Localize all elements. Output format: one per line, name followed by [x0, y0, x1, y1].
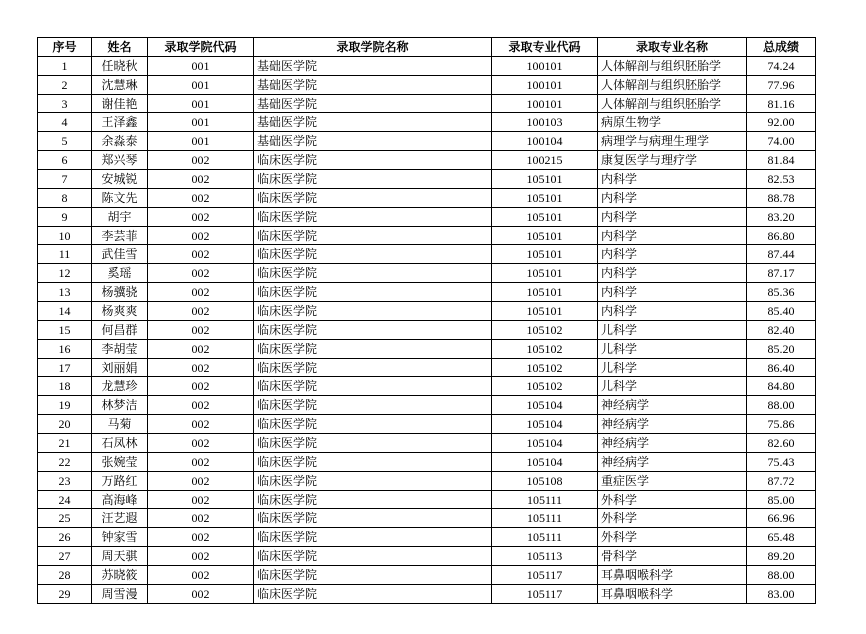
- cell-college-code: 002: [148, 566, 254, 585]
- cell-major-code: 105117: [492, 566, 598, 585]
- table-row: [38, 339, 816, 358]
- table-row: [38, 452, 816, 471]
- cell-college-name: 基础医学院: [254, 113, 492, 132]
- cell-major-code: 105102: [492, 358, 598, 377]
- cell-major-code: 105102: [492, 339, 598, 358]
- cell-seq: 7: [38, 170, 92, 189]
- cell-major-code: 105101: [492, 226, 598, 245]
- cell-total-score: 82.60: [747, 434, 816, 453]
- header-major-name: 录取专业名称: [598, 38, 747, 57]
- table-row: [38, 471, 816, 490]
- cell-total-score: 86.40: [747, 358, 816, 377]
- header-major-code: 录取专业代码: [492, 38, 598, 57]
- cell-major-code: 105104: [492, 434, 598, 453]
- table-row: [38, 528, 816, 547]
- cell-major-name: 人体解剖与组织胚胎学: [598, 75, 747, 94]
- cell-seq: 11: [38, 245, 92, 264]
- cell-college-name: 临床医学院: [254, 434, 492, 453]
- cell-total-score: 74.24: [747, 56, 816, 75]
- cell-major-code: 105101: [492, 245, 598, 264]
- cell-college-name: 基础医学院: [254, 132, 492, 151]
- cell-major-name: 骨科学: [598, 547, 747, 566]
- cell-total-score: 75.43: [747, 452, 816, 471]
- cell-major-name: 神经病学: [598, 434, 747, 453]
- cell-college-code: 002: [148, 528, 254, 547]
- cell-major-name: 重症医学: [598, 471, 747, 490]
- cell-seq: 15: [38, 320, 92, 339]
- cell-major-code: 105104: [492, 452, 598, 471]
- table-body: [38, 56, 816, 603]
- cell-college-code: 002: [148, 452, 254, 471]
- cell-name: 周天骐: [92, 547, 148, 566]
- cell-name: 周雪漫: [92, 584, 148, 603]
- cell-name: 汪艺遐: [92, 509, 148, 528]
- cell-major-code: 105111: [492, 509, 598, 528]
- cell-name: 刘丽娟: [92, 358, 148, 377]
- cell-major-name: 耳鼻咽喉科学: [598, 584, 747, 603]
- cell-college-code: 001: [148, 113, 254, 132]
- cell-name: 安城锐: [92, 170, 148, 189]
- cell-name: 马菊: [92, 415, 148, 434]
- cell-college-name: 临床医学院: [254, 584, 492, 603]
- cell-total-score: 85.20: [747, 339, 816, 358]
- cell-name: 任晓秋: [92, 56, 148, 75]
- cell-name: 奚瑶: [92, 264, 148, 283]
- cell-name: 杨骥骁: [92, 283, 148, 302]
- cell-major-name: 儿科学: [598, 358, 747, 377]
- cell-college-code: 002: [148, 264, 254, 283]
- cell-name: 张婉莹: [92, 452, 148, 471]
- cell-college-name: 临床医学院: [254, 471, 492, 490]
- cell-college-name: 基础医学院: [254, 94, 492, 113]
- cell-major-name: 内科学: [598, 283, 747, 302]
- cell-name: 高海峰: [92, 490, 148, 509]
- cell-major-name: 病原生物学: [598, 113, 747, 132]
- cell-total-score: 84.80: [747, 377, 816, 396]
- cell-name: 武佳雪: [92, 245, 148, 264]
- cell-college-name: 临床医学院: [254, 339, 492, 358]
- cell-seq: 9: [38, 207, 92, 226]
- cell-name: 沈慧琳: [92, 75, 148, 94]
- cell-major-code: 105101: [492, 302, 598, 321]
- cell-college-name: 临床医学院: [254, 320, 492, 339]
- cell-total-score: 92.00: [747, 113, 816, 132]
- table-header: [38, 38, 816, 57]
- cell-college-name: 临床医学院: [254, 490, 492, 509]
- cell-college-code: 002: [148, 170, 254, 189]
- cell-college-code: 001: [148, 75, 254, 94]
- cell-seq: 24: [38, 490, 92, 509]
- cell-major-name: 神经病学: [598, 396, 747, 415]
- table-row: [38, 226, 816, 245]
- cell-major-code: 105111: [492, 490, 598, 509]
- table-row: [38, 151, 816, 170]
- cell-major-name: 病理学与病理生理学: [598, 132, 747, 151]
- cell-major-name: 外科学: [598, 509, 747, 528]
- table-row: [38, 377, 816, 396]
- cell-major-name: 康复医学与理疗学: [598, 151, 747, 170]
- table-row: [38, 75, 816, 94]
- cell-major-code: 105102: [492, 377, 598, 396]
- cell-college-name: 临床医学院: [254, 264, 492, 283]
- table-row: [38, 584, 816, 603]
- header-row: [38, 38, 816, 57]
- cell-major-code: 105104: [492, 415, 598, 434]
- cell-college-name: 临床医学院: [254, 358, 492, 377]
- cell-seq: 14: [38, 302, 92, 321]
- cell-college-name: 临床医学院: [254, 566, 492, 585]
- cell-college-name: 临床医学院: [254, 188, 492, 207]
- cell-seq: 28: [38, 566, 92, 585]
- cell-college-name: 临床医学院: [254, 452, 492, 471]
- admission-results-table: [37, 37, 816, 604]
- cell-major-code: 105117: [492, 584, 598, 603]
- cell-total-score: 87.72: [747, 471, 816, 490]
- cell-total-score: 66.96: [747, 509, 816, 528]
- cell-name: 胡宇: [92, 207, 148, 226]
- cell-seq: 29: [38, 584, 92, 603]
- cell-college-code: 001: [148, 56, 254, 75]
- cell-major-code: 105108: [492, 471, 598, 490]
- cell-seq: 13: [38, 283, 92, 302]
- cell-college-code: 002: [148, 377, 254, 396]
- table-row: [38, 547, 816, 566]
- cell-name: 余淼泰: [92, 132, 148, 151]
- cell-total-score: 65.48: [747, 528, 816, 547]
- cell-name: 谢佳艳: [92, 94, 148, 113]
- cell-seq: 3: [38, 94, 92, 113]
- cell-name: 陈文先: [92, 188, 148, 207]
- table-row: [38, 415, 816, 434]
- cell-major-name: 内科学: [598, 170, 747, 189]
- cell-major-name: 儿科学: [598, 320, 747, 339]
- cell-name: 何昌群: [92, 320, 148, 339]
- cell-total-score: 86.80: [747, 226, 816, 245]
- cell-seq: 5: [38, 132, 92, 151]
- cell-total-score: 83.20: [747, 207, 816, 226]
- cell-total-score: 85.36: [747, 283, 816, 302]
- cell-name: 李胡莹: [92, 339, 148, 358]
- cell-total-score: 74.00: [747, 132, 816, 151]
- cell-college-code: 002: [148, 509, 254, 528]
- cell-total-score: 88.78: [747, 188, 816, 207]
- cell-seq: 19: [38, 396, 92, 415]
- header-name: 姓名: [92, 38, 148, 57]
- cell-total-score: 85.00: [747, 490, 816, 509]
- table-row: [38, 245, 816, 264]
- cell-seq: 8: [38, 188, 92, 207]
- cell-college-code: 002: [148, 358, 254, 377]
- cell-seq: 17: [38, 358, 92, 377]
- cell-major-code: 105101: [492, 264, 598, 283]
- cell-major-code: 105101: [492, 170, 598, 189]
- cell-college-name: 临床医学院: [254, 547, 492, 566]
- cell-seq: 20: [38, 415, 92, 434]
- cell-college-code: 002: [148, 188, 254, 207]
- cell-total-score: 82.53: [747, 170, 816, 189]
- table-row: [38, 320, 816, 339]
- cell-major-name: 耳鼻咽喉科学: [598, 566, 747, 585]
- cell-name: 李芸菲: [92, 226, 148, 245]
- cell-major-name: 内科学: [598, 245, 747, 264]
- cell-college-code: 002: [148, 547, 254, 566]
- cell-seq: 27: [38, 547, 92, 566]
- cell-college-code: 002: [148, 302, 254, 321]
- cell-name: 石凤林: [92, 434, 148, 453]
- table-row: [38, 170, 816, 189]
- header-college-name: 录取学院名称: [254, 38, 492, 57]
- cell-total-score: 85.40: [747, 302, 816, 321]
- cell-total-score: 89.20: [747, 547, 816, 566]
- cell-major-code: 100101: [492, 56, 598, 75]
- header-seq: 序号: [38, 38, 92, 57]
- cell-college-code: 002: [148, 151, 254, 170]
- table-row: [38, 207, 816, 226]
- cell-major-name: 外科学: [598, 528, 747, 547]
- cell-name: 钟家雪: [92, 528, 148, 547]
- cell-college-name: 临床医学院: [254, 302, 492, 321]
- cell-seq: 2: [38, 75, 92, 94]
- cell-college-code: 002: [148, 471, 254, 490]
- cell-major-name: 神经病学: [598, 452, 747, 471]
- header-total-score: 总成绩: [747, 38, 816, 57]
- table-row: [38, 94, 816, 113]
- cell-name: 杨爽爽: [92, 302, 148, 321]
- cell-major-name: 外科学: [598, 490, 747, 509]
- cell-seq: 1: [38, 56, 92, 75]
- cell-total-score: 81.16: [747, 94, 816, 113]
- cell-college-name: 临床医学院: [254, 528, 492, 547]
- cell-major-name: 人体解剖与组织胚胎学: [598, 56, 747, 75]
- cell-name: 苏晓筱: [92, 566, 148, 585]
- cell-college-name: 临床医学院: [254, 509, 492, 528]
- table-row: [38, 566, 816, 585]
- cell-major-name: 内科学: [598, 188, 747, 207]
- cell-major-name: 人体解剖与组织胚胎学: [598, 94, 747, 113]
- cell-college-name: 临床医学院: [254, 377, 492, 396]
- header-college-code: 录取学院代码: [148, 38, 254, 57]
- cell-seq: 21: [38, 434, 92, 453]
- cell-major-code: 105101: [492, 188, 598, 207]
- cell-major-code: 105111: [492, 528, 598, 547]
- cell-major-code: 105113: [492, 547, 598, 566]
- cell-college-code: 002: [148, 490, 254, 509]
- cell-college-code: 002: [148, 396, 254, 415]
- table-row: [38, 56, 816, 75]
- cell-seq: 25: [38, 509, 92, 528]
- cell-name: 林梦洁: [92, 396, 148, 415]
- cell-seq: 6: [38, 151, 92, 170]
- cell-major-name: 内科学: [598, 207, 747, 226]
- table-row: [38, 490, 816, 509]
- cell-major-name: 内科学: [598, 226, 747, 245]
- table-row: [38, 358, 816, 377]
- cell-college-name: 临床医学院: [254, 151, 492, 170]
- cell-name: 万路红: [92, 471, 148, 490]
- cell-major-name: 内科学: [598, 302, 747, 321]
- table-row: [38, 188, 816, 207]
- cell-major-name: 内科学: [598, 264, 747, 283]
- cell-college-code: 002: [148, 226, 254, 245]
- cell-major-name: 儿科学: [598, 339, 747, 358]
- cell-seq: 16: [38, 339, 92, 358]
- cell-major-name: 儿科学: [598, 377, 747, 396]
- cell-name: 王泽鑫: [92, 113, 148, 132]
- cell-college-name: 临床医学院: [254, 170, 492, 189]
- cell-college-name: 临床医学院: [254, 396, 492, 415]
- cell-seq: 18: [38, 377, 92, 396]
- cell-college-code: 002: [148, 320, 254, 339]
- cell-name: 郑兴琴: [92, 151, 148, 170]
- cell-college-code: 002: [148, 584, 254, 603]
- cell-college-name: 基础医学院: [254, 56, 492, 75]
- cell-college-name: 临床医学院: [254, 245, 492, 264]
- cell-seq: 26: [38, 528, 92, 547]
- cell-total-score: 83.00: [747, 584, 816, 603]
- table-row: [38, 434, 816, 453]
- cell-major-code: 100103: [492, 113, 598, 132]
- cell-major-name: 神经病学: [598, 415, 747, 434]
- table-row: [38, 283, 816, 302]
- cell-college-name: 基础医学院: [254, 75, 492, 94]
- cell-major-code: 100104: [492, 132, 598, 151]
- cell-seq: 12: [38, 264, 92, 283]
- table-row: [38, 132, 816, 151]
- cell-college-code: 002: [148, 283, 254, 302]
- table-row: [38, 302, 816, 321]
- cell-seq: 4: [38, 113, 92, 132]
- cell-major-code: 100215: [492, 151, 598, 170]
- table-row: [38, 509, 816, 528]
- cell-major-code: 105101: [492, 207, 598, 226]
- cell-total-score: 88.00: [747, 566, 816, 585]
- cell-seq: 10: [38, 226, 92, 245]
- cell-major-code: 105102: [492, 320, 598, 339]
- cell-major-code: 100101: [492, 75, 598, 94]
- cell-college-code: 002: [148, 245, 254, 264]
- cell-college-name: 临床医学院: [254, 226, 492, 245]
- cell-college-name: 临床医学院: [254, 415, 492, 434]
- cell-total-score: 81.84: [747, 151, 816, 170]
- cell-major-code: 105104: [492, 396, 598, 415]
- cell-college-code: 001: [148, 94, 254, 113]
- cell-seq: 23: [38, 471, 92, 490]
- table-row: [38, 396, 816, 415]
- cell-total-score: 87.44: [747, 245, 816, 264]
- table-row: [38, 264, 816, 283]
- cell-total-score: 88.00: [747, 396, 816, 415]
- cell-college-code: 001: [148, 132, 254, 151]
- cell-college-name: 临床医学院: [254, 207, 492, 226]
- cell-college-code: 002: [148, 207, 254, 226]
- table-row: [38, 113, 816, 132]
- cell-college-code: 002: [148, 434, 254, 453]
- cell-total-score: 87.17: [747, 264, 816, 283]
- cell-name: 龙慧珍: [92, 377, 148, 396]
- cell-total-score: 82.40: [747, 320, 816, 339]
- cell-college-code: 002: [148, 415, 254, 434]
- cell-seq: 22: [38, 452, 92, 471]
- cell-major-code: 100101: [492, 94, 598, 113]
- cell-total-score: 75.86: [747, 415, 816, 434]
- cell-college-code: 002: [148, 339, 254, 358]
- cell-total-score: 77.96: [747, 75, 816, 94]
- cell-college-name: 临床医学院: [254, 283, 492, 302]
- cell-major-code: 105101: [492, 283, 598, 302]
